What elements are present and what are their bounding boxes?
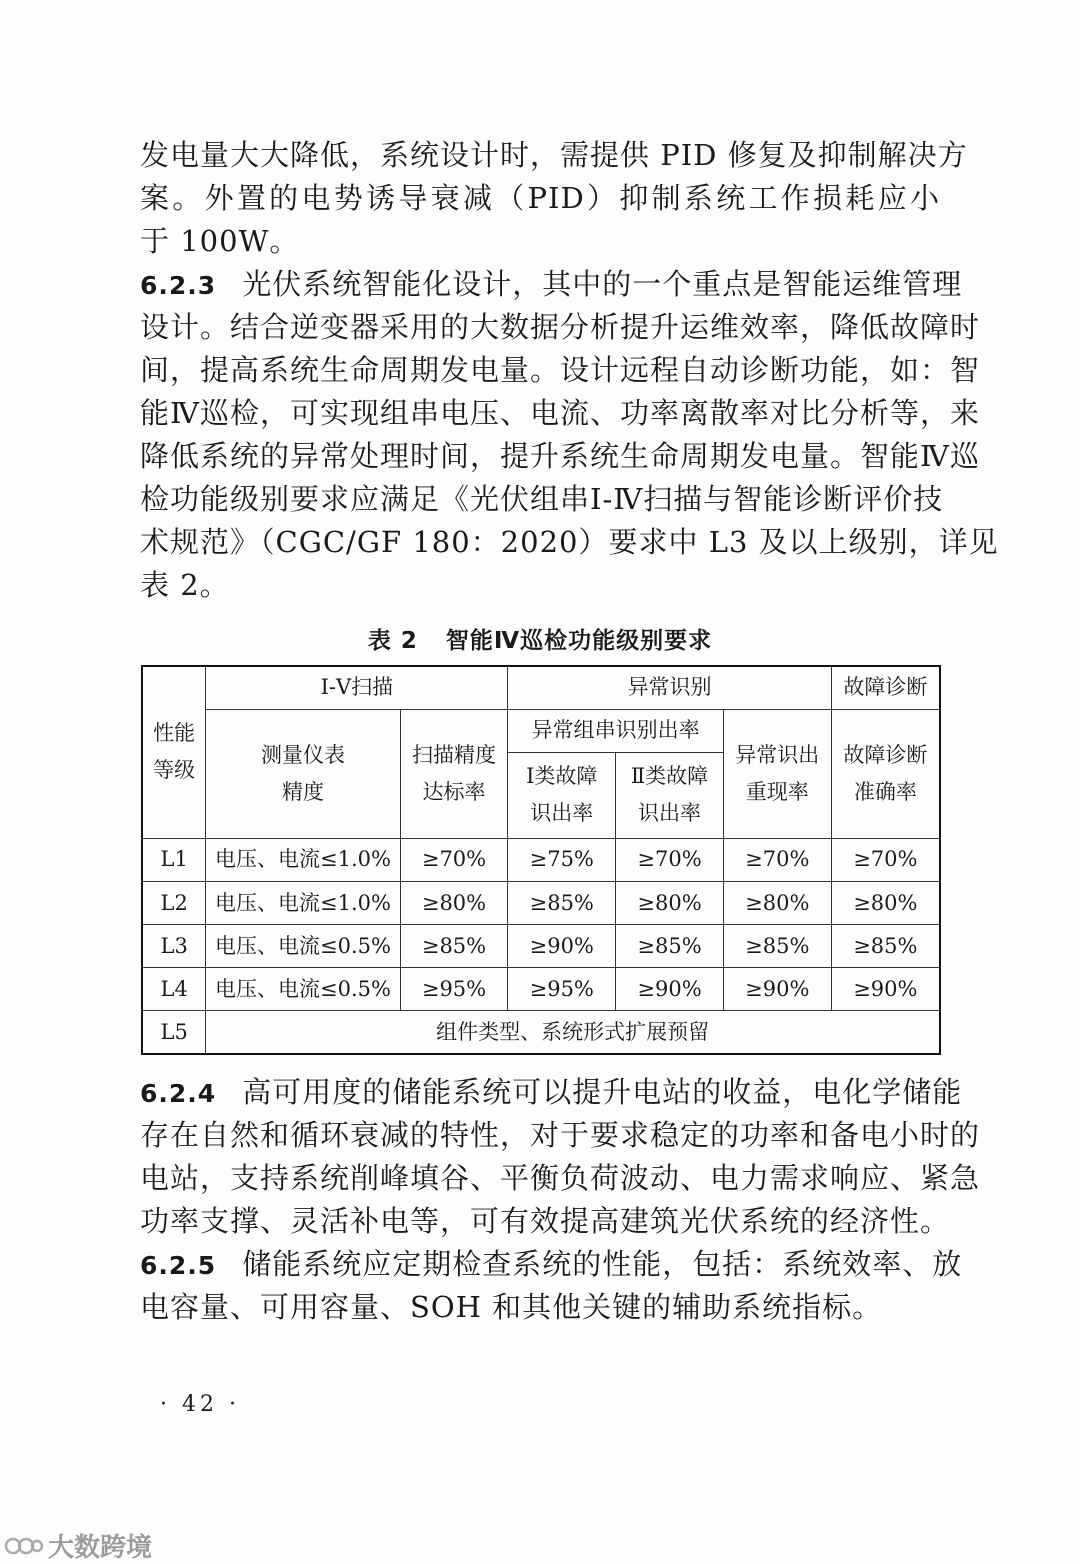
text-content: 储能系统应定期检查系统的性能，包括：系统效率、放 xyxy=(242,1247,963,1281)
text-line xyxy=(140,1071,963,1114)
section-number: 6.2.4 xyxy=(140,1079,217,1108)
section-6-2-4 xyxy=(140,1071,981,1243)
cell-reproduce: ≥70% xyxy=(723,838,831,881)
text-line xyxy=(140,263,963,306)
header-reproduce: 异常识出 重现率 xyxy=(723,709,831,838)
level-requirements-table xyxy=(141,665,941,1055)
cell-type2: ≥85% xyxy=(616,925,724,968)
cell-type2: ≥80% xyxy=(616,882,724,925)
table-row xyxy=(142,968,940,1011)
text-line: 发电量大大降低，系统设计时，需提供 PID 修复及抑制解决方 xyxy=(140,138,968,172)
table-caption xyxy=(140,622,940,655)
cell-level: L1 xyxy=(142,838,206,881)
header-row xyxy=(142,709,940,752)
cell-reproduce: ≥85% xyxy=(723,925,831,968)
text-line: 功率支撑、灵活补电等，可有效提高建筑光伏系统的经济性。 xyxy=(140,1204,951,1238)
cell-accuracy: ≥70% xyxy=(831,838,940,881)
cell-meas: 电压、电流≤0.5% xyxy=(206,968,400,1011)
header-fault-accuracy: 故障诊断 准确率 xyxy=(831,709,940,838)
cell-meas: 电压、电流≤1.0% xyxy=(206,882,400,925)
text-line: 能Ⅳ巡检，可实现组串电压、电流、功率离散率对比分析等，来 xyxy=(140,396,980,430)
text-line: 案。外置的电势诱导衰减（PID）抑制系统工作损耗应小 xyxy=(140,181,940,215)
cell-reproduce: ≥90% xyxy=(723,968,831,1011)
table-row xyxy=(142,925,940,968)
header-anomaly: 异常识别 xyxy=(508,666,831,709)
header-meas-precision: 测量仪表 精度 xyxy=(206,709,400,838)
cell-accuracy: ≥80% xyxy=(831,882,940,925)
table-number: 表 2 xyxy=(367,628,418,654)
cell-reproduce: ≥80% xyxy=(723,882,831,925)
header-fault: 故障诊断 xyxy=(831,666,940,709)
header-level: 性能 等级 xyxy=(142,666,206,838)
section-6-2-3 xyxy=(140,263,999,607)
cell-scan: ≥70% xyxy=(400,838,508,881)
cell-level: L4 xyxy=(142,968,206,1011)
section-number: 6.2.3 xyxy=(140,271,217,300)
cell-scan: ≥85% xyxy=(400,925,508,968)
header-type2: Ⅱ类故障 识出率 xyxy=(616,752,724,838)
text-line: 电站，支持系统削峰填谷、平衡负荷波动、电力需求响应、紧急 xyxy=(140,1161,981,1195)
header-row xyxy=(142,666,940,709)
cell-level: L2 xyxy=(142,882,206,925)
text-content: 高可用度的储能系统可以提升电站的收益，电化学储能 xyxy=(242,1075,963,1109)
text-line xyxy=(140,1243,963,1286)
text-line: 设计。结合逆变器采用的大数据分析提升运维效率，降低故障时 xyxy=(140,310,981,344)
cell-type1: ≥75% xyxy=(508,838,616,881)
header-string-rate: 异常组串识别出率 xyxy=(508,709,724,752)
paragraph-pid xyxy=(140,134,968,263)
table-row xyxy=(142,838,940,881)
cell-type1: ≥95% xyxy=(508,968,616,1011)
text-line: 间，提高系统生命周期发电量。设计远程自动诊断功能，如：智 xyxy=(140,353,981,387)
cell-type1: ≥85% xyxy=(508,882,616,925)
cell-type2: ≥90% xyxy=(616,968,724,1011)
cell-meas: 电压、电流≤0.5% xyxy=(206,925,400,968)
watermark-text: 大数跨境 xyxy=(48,1533,153,1563)
text-line: 降低系统的异常处理时间，提升系统生命周期发电量。智能Ⅳ巡 xyxy=(140,439,980,473)
cell-meas: 电压、电流≤1.0% xyxy=(206,838,400,881)
text-content: 光伏系统智能化设计，其中的一个重点是智能运维管理 xyxy=(242,267,963,301)
cell-type2: ≥70% xyxy=(616,838,724,881)
cell-reserved: 组件类型、系统形式扩展预留 xyxy=(206,1011,940,1054)
section-number: 6.2.5 xyxy=(140,1251,217,1280)
header-type1: Ⅰ类故障 识出率 xyxy=(508,752,616,838)
table-row xyxy=(142,882,940,925)
cell-scan: ≥95% xyxy=(400,968,508,1011)
text-line: 于 100W。 xyxy=(140,224,300,258)
table-row xyxy=(142,1011,940,1054)
header-scan-rate: 扫描精度 达标率 xyxy=(400,709,508,838)
watermark-logo-icon xyxy=(4,1533,44,1559)
text-line: 存在自然和循环衰减的特性，对于要求稳定的功率和备电小时的 xyxy=(140,1118,981,1152)
watermark xyxy=(4,1527,152,1564)
cell-level: L3 xyxy=(142,925,206,968)
cell-accuracy: ≥90% xyxy=(831,968,940,1011)
cell-level: L5 xyxy=(142,1011,206,1054)
table-title: 智能Ⅳ巡检功能级别要求 xyxy=(445,628,713,654)
text-line: 表 2。 xyxy=(140,568,230,602)
page-number: · 42 · xyxy=(160,1392,240,1417)
cell-scan: ≥80% xyxy=(400,882,508,925)
header-iv-scan: Ⅰ-Ⅴ扫描 xyxy=(206,666,508,709)
cell-accuracy: ≥85% xyxy=(831,925,940,968)
text-line: 电容量、可用容量、SOH 和其他关键的辅助系统指标。 xyxy=(140,1290,883,1324)
text-line: 术规范》（CGC/GF 180：2020）要求中 L3 及以上级别，详见 xyxy=(140,525,999,559)
text-line: 检功能级别要求应满足《光伏组串Ⅰ-Ⅳ扫描与智能诊断评价技 xyxy=(140,482,944,516)
cell-type1: ≥90% xyxy=(508,925,616,968)
section-6-2-5 xyxy=(140,1243,963,1329)
